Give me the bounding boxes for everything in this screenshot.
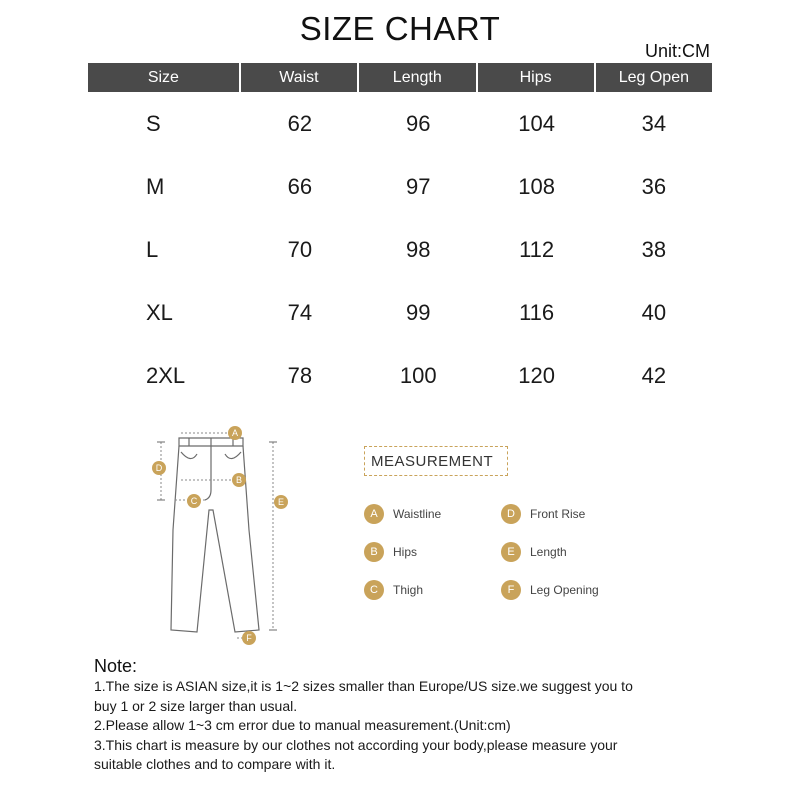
table-row [88, 92, 712, 155]
column-header-hips: Hips [478, 63, 596, 92]
table-cell: 108 [518, 173, 555, 199]
badge-d: D [152, 461, 166, 475]
legend-item-thigh [364, 580, 423, 600]
table-cell: 66 [287, 173, 313, 199]
table-header-row [88, 63, 712, 92]
column-header-waist: Waist [241, 63, 359, 92]
legend-item-front-rise [501, 504, 585, 524]
table-cell: 62 [287, 110, 313, 136]
legend-item-waistline [364, 504, 441, 524]
table-cell: 78 [287, 362, 313, 388]
legend-letter-a: A [364, 504, 384, 524]
legend-item-leg-opening [501, 580, 599, 600]
note-line: 3.This chart is measure by our clothes not according your body,please measure your [94, 736, 618, 753]
table-cell: M [146, 173, 165, 199]
badge-a: A [228, 426, 242, 440]
table-cell: S [146, 110, 161, 136]
badge-b: B [232, 473, 246, 487]
table-cell: 104 [518, 110, 555, 136]
legend-item-length [501, 542, 567, 562]
pants-diagram [145, 420, 305, 650]
legend-label: Leg Opening [530, 583, 599, 597]
legend-letter-b: B [364, 542, 384, 562]
note-line: 1.The size is ASIAN size,it is 1~2 sizes smaller than Europe/US size.we suggest you to [94, 678, 633, 694]
legend-item-hips [364, 542, 417, 562]
table-cell: XL [146, 299, 173, 325]
legend-letter-e: E [501, 542, 521, 562]
table-cell: 98 [406, 236, 431, 262]
badge-c: C [187, 494, 201, 508]
note-line: 2.Please allow 1~3 cm error due to manual measurement.(Unit:cm) [94, 717, 511, 733]
table-cell: 70 [287, 236, 313, 262]
table-cell: 36 [641, 173, 667, 199]
legend-label: Hips [393, 545, 418, 559]
legend-letter-f: F [501, 580, 521, 600]
badge-f: F [242, 631, 256, 645]
note-line: suitable clothes and to compare with it. [94, 756, 336, 772]
table-cell: 100 [399, 362, 437, 388]
size-table [88, 63, 712, 407]
table-cell: 112 [519, 236, 555, 262]
legend-letter-c: C [364, 580, 384, 600]
table-cell: 2XL [146, 362, 186, 388]
table-row [88, 281, 712, 344]
legend-label: Length [530, 545, 567, 559]
table-row [88, 218, 712, 281]
pants-outline-icon [145, 420, 305, 650]
unit-label: Unit:CM [644, 41, 710, 61]
table-cell: 96 [406, 110, 431, 136]
measurement-heading: MEASUREMENT [364, 446, 508, 476]
column-header-leg-open: Leg Open [596, 63, 712, 92]
legend-label: Thigh [393, 583, 424, 597]
badge-e: E [274, 495, 288, 509]
page-title: SIZE CHART [299, 10, 501, 47]
note-line: buy 1 or 2 size larger than usual. [94, 697, 298, 714]
note-body [94, 677, 714, 775]
table-cell: 40 [641, 299, 667, 325]
table-cell: 99 [406, 299, 431, 325]
legend-letter-d: D [501, 504, 521, 524]
table-cell: 34 [641, 110, 667, 136]
table-cell: L [146, 236, 159, 262]
table-cell: 42 [641, 362, 667, 388]
table-cell: 116 [519, 299, 555, 325]
column-header-length: Length [359, 63, 477, 92]
note-title: Note: [94, 656, 138, 676]
table-cell: 38 [641, 236, 667, 262]
table-cell: 97 [406, 173, 431, 199]
legend-label: Waistline [393, 507, 442, 521]
table-row [88, 155, 712, 218]
table-row [88, 344, 712, 407]
table-cell: 120 [518, 362, 555, 388]
column-header-size: Size [88, 63, 241, 92]
legend-label: Front Rise [530, 507, 586, 521]
table-cell: 74 [287, 299, 313, 325]
